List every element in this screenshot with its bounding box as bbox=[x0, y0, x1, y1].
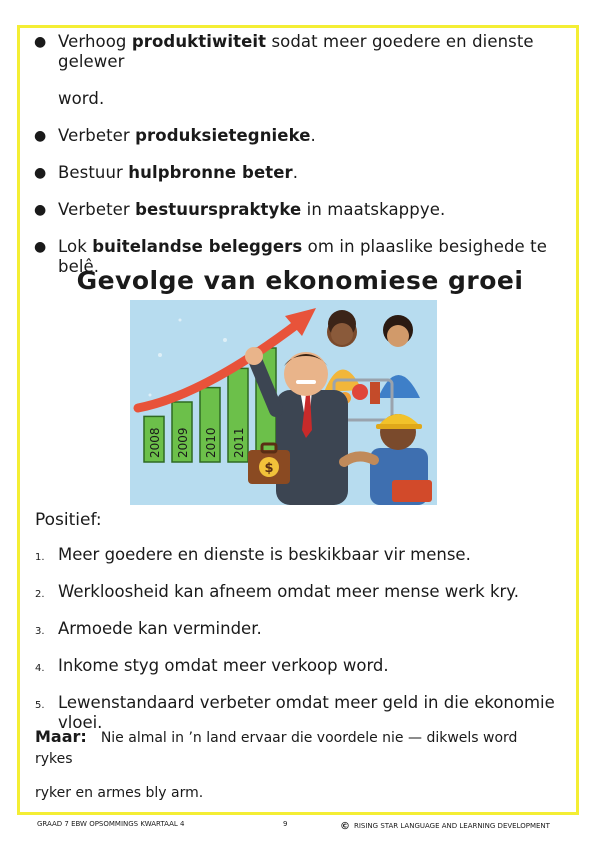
bullet-dot: ● bbox=[34, 165, 47, 181]
footer-publisher: © RISING STAR LANGUAGE AND LEARNING DEVELOPMENT bbox=[340, 821, 550, 832]
positive-label: Positief: bbox=[35, 510, 102, 530]
bullet-dot: ● bbox=[34, 34, 47, 50]
bullet-item: ● Bestuur hulpbronne beter. bbox=[34, 163, 299, 182]
footer-course-title: GRAAD 7 EBW OPSOMMINGS KWARTAAL 4 bbox=[37, 820, 185, 828]
bullet-item: ● Verbeter bestuurspraktyke in maatskappye. bbox=[34, 200, 446, 219]
positive-effects-list bbox=[35, 545, 575, 730]
economic-growth-illustration bbox=[130, 300, 437, 505]
list-item: 3. Armoede kan verminder. bbox=[35, 619, 262, 638]
svg-text:$: $ bbox=[264, 461, 274, 476]
list-item: 4. Inkome styg omdat meer verkoop word. bbox=[35, 656, 389, 675]
copyright-icon: © bbox=[340, 821, 350, 832]
bullet-item: ● Verbeter produksietegnieke. bbox=[34, 126, 316, 145]
section-heading: Gevolge van ekonomiese groei bbox=[76, 266, 524, 295]
page-number: 9 bbox=[283, 820, 288, 828]
improvement-bullet-list bbox=[30, 32, 570, 294]
bullet-item: ● Lok buitelandse beleggers om in plaaslike besighede te belê. bbox=[34, 237, 547, 276]
year-label: 2009 bbox=[176, 427, 190, 458]
money-briefcase-icon bbox=[248, 444, 290, 484]
bullet-item: ● Verhoog produktiwiteit sodat meer goedere en dienste gelewer word. bbox=[34, 32, 534, 108]
year-label: 2010 bbox=[204, 427, 218, 458]
list-item: 2. Werkloosheid kan afneem omdat meer mense werk kry. bbox=[35, 582, 519, 601]
bullet-dot: ● bbox=[34, 128, 47, 144]
list-item: 1. Meer goedere en dienste is beskikbaar vir mense. bbox=[35, 545, 471, 564]
caveat-paragraph: Maar: Nie almal in ’n land ervaar die voordele nie — dikwels word rykes ryker en armes bly arm. bbox=[35, 727, 518, 801]
year-label: 2011 bbox=[232, 427, 246, 458]
bullet-dot: ● bbox=[34, 239, 47, 255]
bullet-dot: ● bbox=[34, 202, 47, 218]
year-label: 2008 bbox=[148, 427, 162, 458]
handshake-icon bbox=[344, 456, 374, 462]
list-item: 5. Lewenstandaard verbeter omdat meer geld in die ekonomie vloei. bbox=[35, 693, 555, 732]
caveat-label: Maar: bbox=[35, 727, 87, 746]
